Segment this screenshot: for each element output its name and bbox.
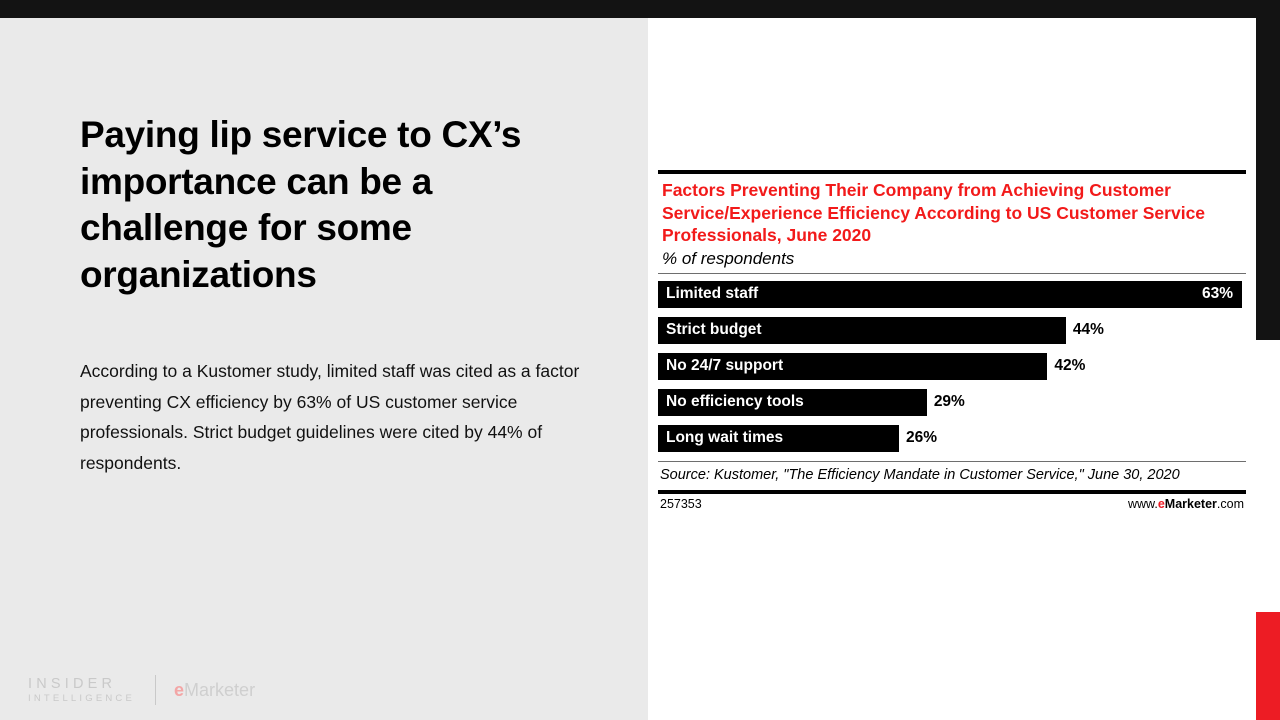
bar-value-label: 44% <box>1072 321 1104 338</box>
chart-title: Factors Preventing Their Company from Achieving Customer Service/Experience Efficiency According to US Customer Service Professionals, June 2020 <box>662 180 1206 245</box>
bar-chart-plot <box>658 281 1246 452</box>
url-suffix: .com <box>1216 497 1244 511</box>
bar-value-label: 29% <box>933 393 965 410</box>
page-title: Paying lip service to CX’s importance can be a challenge for some organizations <box>80 114 522 295</box>
bar-category-label: No efficiency tools <box>666 393 804 410</box>
right-red-accent <box>1256 612 1280 720</box>
bar <box>658 281 1242 308</box>
logo-insider-text: INSIDER <box>28 675 117 692</box>
url-prefix: www. <box>1127 497 1158 511</box>
bar-value-label: 26% <box>906 429 938 446</box>
url-e: e <box>1157 497 1165 511</box>
emarketer-url <box>1128 497 1244 511</box>
bar-row <box>658 389 1246 416</box>
logo-emarketer-e: e <box>174 679 185 700</box>
bar-category-label: Strict budget <box>666 321 762 338</box>
bar-category-label: Long wait times <box>666 429 784 446</box>
logo-emarketer-rest: Marketer <box>184 679 256 700</box>
bar <box>658 425 899 452</box>
chart-rule-under-subtitle <box>658 273 1246 274</box>
logo-emarketer <box>174 680 255 701</box>
bar-row <box>658 317 1246 344</box>
chart-bottom-rule <box>658 490 1246 494</box>
bar-value-label: 42% <box>1054 357 1086 374</box>
top-bar <box>0 0 1280 18</box>
chart-card <box>658 170 1246 511</box>
bar <box>658 317 1066 344</box>
chart-subtitle: % of respondents <box>662 248 795 268</box>
body-paragraph: According to a Kustomer study, limited staff was cited as a factor preventing CX efficiency by 63% of US customer service professionals. Strict budget guidelines were cited by 44% of respondents. <box>80 361 580 473</box>
bar-category-label: Limited staff <box>666 285 759 302</box>
chart-rule-above-source <box>658 461 1246 462</box>
insider-intelligence-logo <box>28 672 255 708</box>
bar-row <box>658 281 1246 308</box>
bar-row <box>658 353 1246 380</box>
bar <box>658 353 1047 380</box>
right-black-accent <box>1256 18 1280 340</box>
url-marketer: Marketer <box>1164 497 1217 511</box>
chart-source: Source: Kustomer, "The Efficiency Mandate in Customer Service," June 30, 2020 <box>660 466 1180 483</box>
chart-top-rule <box>658 170 1246 174</box>
logo-intelligence-text: INTELLIGENCE <box>28 692 136 704</box>
bar <box>658 389 927 416</box>
chart-id: 257353 <box>660 497 702 511</box>
logo-divider <box>155 675 156 705</box>
bar-row <box>658 425 1246 452</box>
bar-value-label: 63% <box>1201 285 1233 302</box>
chart-footer <box>658 497 1246 511</box>
bar-category-label: No 24/7 support <box>666 357 784 374</box>
